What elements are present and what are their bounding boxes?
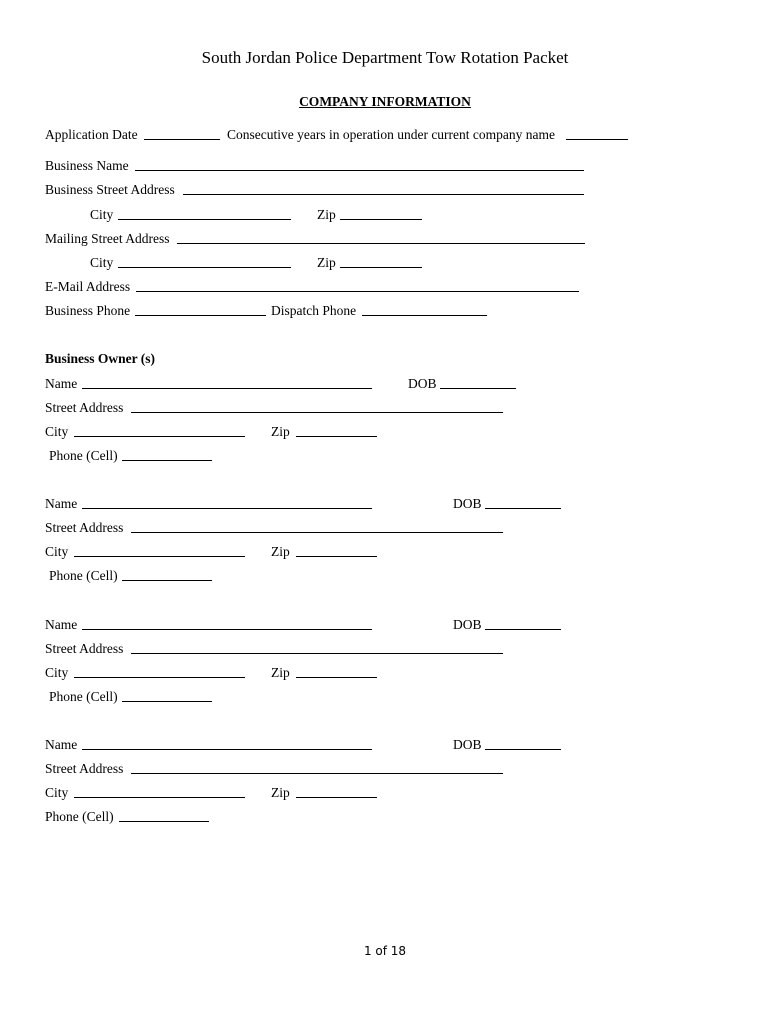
page-title: South Jordan Police Department Tow Rotation Packet: [201, 48, 569, 67]
owner-4-name-field[interactable]: [82, 749, 372, 750]
mailing-zip-label: Zip: [317, 255, 336, 270]
owner-3-street-label: Street Address: [45, 641, 124, 656]
owner-2-street-label: Street Address: [45, 520, 124, 535]
owner-4-zip-field[interactable]: [296, 797, 377, 798]
owner-1-dob-label: DOB: [408, 376, 437, 391]
mailing-city-label: City: [90, 255, 114, 270]
owner-4-zip-label: Zip: [271, 785, 290, 800]
owner-1-city-label: City: [45, 424, 69, 439]
business-owners-heading: Business Owner (s): [45, 351, 156, 366]
business-street-field[interactable]: [183, 194, 584, 195]
business-city-field[interactable]: [118, 219, 291, 220]
owner-3-dob-field[interactable]: [485, 629, 561, 630]
owner-3-city-label: City: [45, 665, 69, 680]
owner-4-dob-label: DOB: [453, 737, 482, 752]
business-street-label: Business Street Address: [45, 182, 175, 197]
owner-4-name-label: Name: [45, 737, 78, 752]
owner-2-street-field[interactable]: [131, 532, 503, 533]
page-number: 1 of 18: [363, 944, 407, 958]
owner-1-street-label: Street Address: [45, 400, 124, 415]
email-field[interactable]: [136, 291, 579, 292]
owner-2-zip-label: Zip: [271, 544, 290, 559]
mailing-street-field[interactable]: [177, 243, 585, 244]
owner-1-zip-field[interactable]: [296, 436, 377, 437]
owner-4-street-field[interactable]: [131, 773, 503, 774]
dispatch-phone-field[interactable]: [362, 315, 487, 316]
owner-2-zip-field[interactable]: [296, 556, 377, 557]
owner-4-city-field[interactable]: [74, 797, 245, 798]
owner-1-phone-field[interactable]: [122, 460, 212, 461]
owner-1-street-field[interactable]: [131, 412, 503, 413]
owner-4-phone-field[interactable]: [119, 821, 209, 822]
owner-3-phone-field[interactable]: [122, 701, 212, 702]
email-label: E-Mail Address: [45, 279, 131, 294]
owner-2-city-field[interactable]: [74, 556, 245, 557]
business-zip-label: Zip: [317, 207, 336, 222]
owner-4-city-label: City: [45, 785, 69, 800]
owner-2-dob-field[interactable]: [485, 508, 561, 509]
application-date-field[interactable]: [144, 139, 220, 140]
owner-1-zip-label: Zip: [271, 424, 290, 439]
owner-2-phone-label: Phone (Cell): [49, 568, 118, 583]
owner-2-dob-label: DOB: [453, 496, 482, 511]
business-zip-field[interactable]: [340, 219, 422, 220]
owner-1-phone-label: Phone (Cell): [49, 448, 118, 463]
mailing-zip-field[interactable]: [340, 267, 422, 268]
owner-3-dob-label: DOB: [453, 617, 482, 632]
owner-3-name-field[interactable]: [82, 629, 372, 630]
business-phone-label: Business Phone: [45, 303, 131, 318]
owner-4-phone-label: Phone (Cell): [45, 809, 114, 824]
owner-3-street-field[interactable]: [131, 653, 503, 654]
owner-3-phone-label: Phone (Cell): [49, 689, 118, 704]
owner-4-street-label: Street Address: [45, 761, 124, 776]
owner-1-dob-field[interactable]: [440, 388, 516, 389]
owner-1-name-field[interactable]: [82, 388, 372, 389]
owner-3-zip-field[interactable]: [296, 677, 377, 678]
owner-2-phone-field[interactable]: [122, 580, 212, 581]
business-phone-field[interactable]: [135, 315, 266, 316]
mailing-city-field[interactable]: [118, 267, 291, 268]
business-name-field[interactable]: [135, 170, 584, 171]
business-city-label: City: [90, 207, 114, 222]
consecutive-years-field[interactable]: [566, 139, 628, 140]
owner-2-name-field[interactable]: [82, 508, 372, 509]
owner-1-name-label: Name: [45, 376, 78, 391]
owner-2-name-label: Name: [45, 496, 78, 511]
owner-1-city-field[interactable]: [74, 436, 245, 437]
owner-2-city-label: City: [45, 544, 69, 559]
dispatch-phone-label: Dispatch Phone: [271, 303, 357, 318]
consecutive-years-label: Consecutive years in operation under current company name: [227, 127, 556, 142]
owner-4-dob-field[interactable]: [485, 749, 561, 750]
company-info-heading: COMPANY INFORMATION: [299, 94, 471, 109]
business-name-label: Business Name: [45, 158, 129, 173]
application-date-label: Application Date: [45, 127, 138, 142]
owner-3-city-field[interactable]: [74, 677, 245, 678]
owner-3-name-label: Name: [45, 617, 78, 632]
mailing-street-label: Mailing Street Address: [45, 231, 170, 246]
owner-3-zip-label: Zip: [271, 665, 290, 680]
